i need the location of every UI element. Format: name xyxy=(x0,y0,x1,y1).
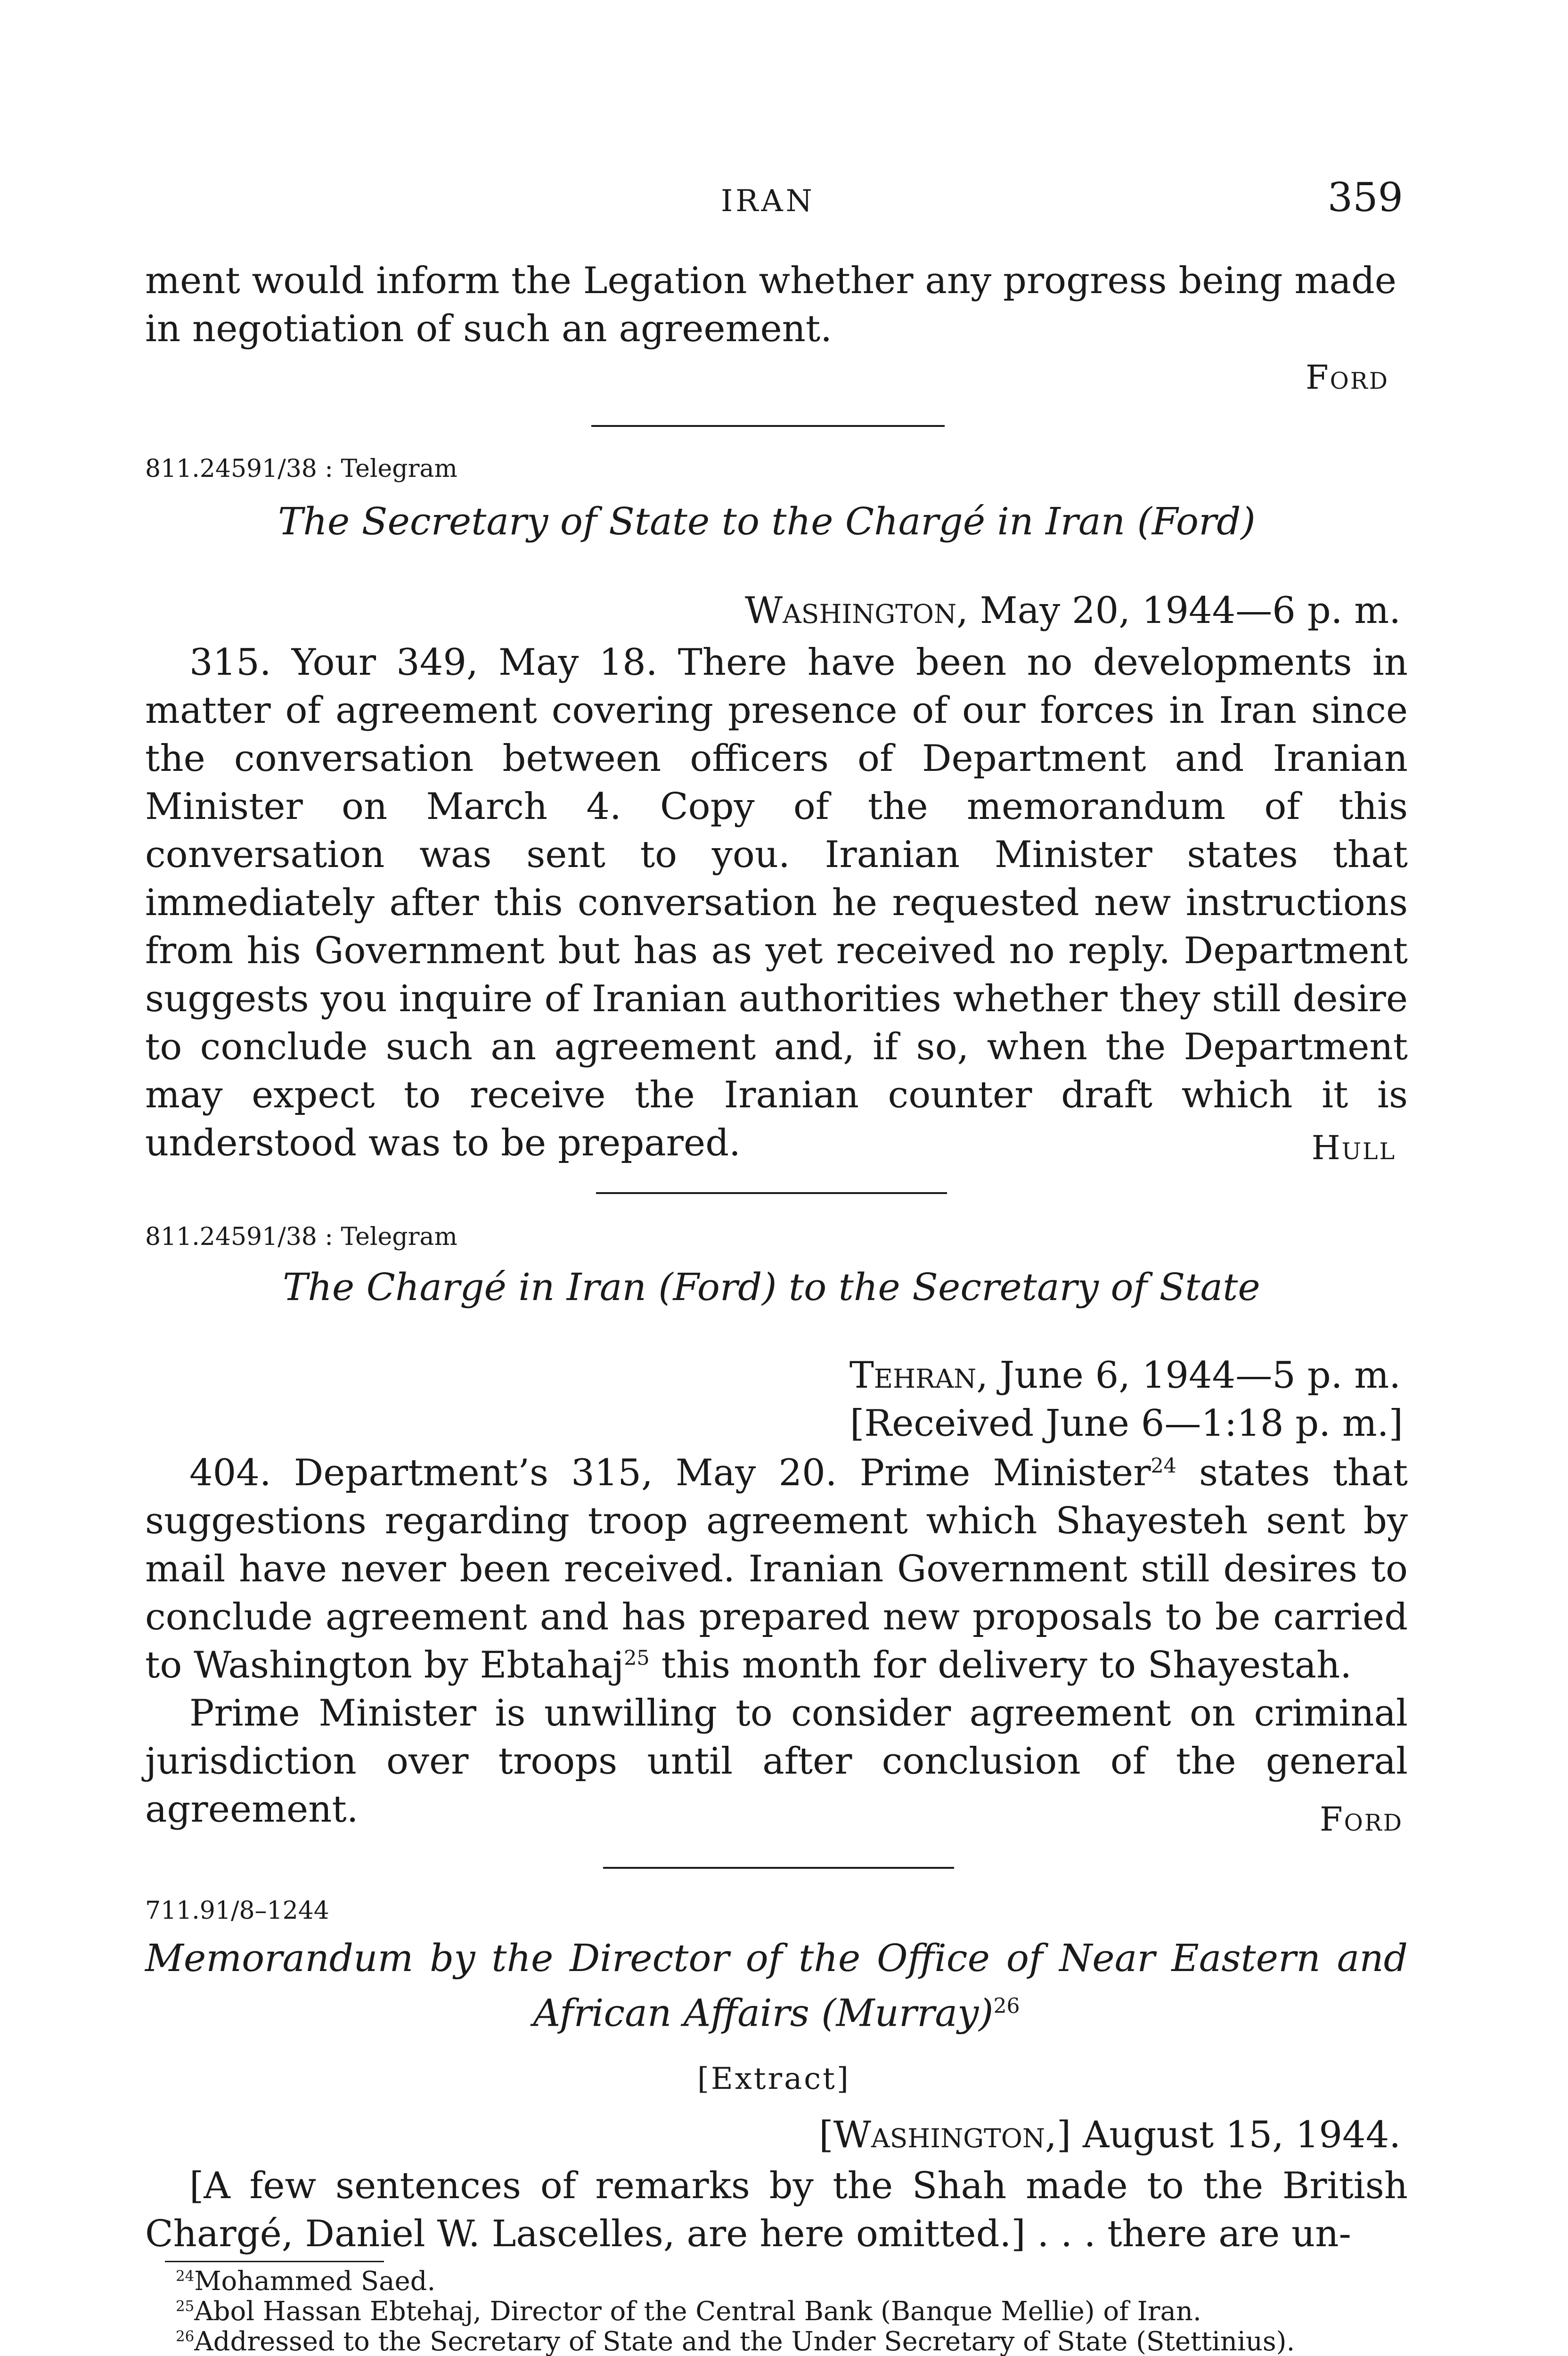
dateline xyxy=(849,1351,1401,1399)
file-reference: 811.24591/38 : Telegram xyxy=(145,455,457,483)
dateline-date: , June 6, 1944—5 p. m. xyxy=(976,1354,1401,1397)
footnote-number: 26 xyxy=(176,2328,195,2345)
file-reference: 811.24591/38 : Telegram xyxy=(145,1223,457,1251)
dateline-bracket: [ xyxy=(819,2114,833,2156)
footnote-text: Mohammed Saed. xyxy=(194,2266,436,2297)
footnote-ref: 24 xyxy=(1151,1454,1176,1478)
footnote-text: Addressed to the Secretary of State and the Under Secretary of State (Stettinius). xyxy=(194,2326,1295,2356)
signature-ford: Ford xyxy=(1320,1800,1403,1839)
document-body xyxy=(145,1449,1408,1833)
footnote-ref: 25 xyxy=(624,1646,650,1670)
dateline-place: Washington xyxy=(744,589,957,632)
dateline-date: ,] August 15, 1944. xyxy=(1045,2114,1401,2156)
file-reference: 711.91/8–1244 xyxy=(145,1897,329,1925)
running-title: IRAN xyxy=(721,184,815,219)
footnote-number: 25 xyxy=(176,2298,195,2315)
body-paragraph: Prime Minister is unwilling to consider agreement on criminal jurisdiction over troops until after conclusion of the general agreement. xyxy=(145,1692,1408,1831)
received-line: [Received June 6—1:18 p. m.] xyxy=(849,1402,1403,1445)
title-line xyxy=(145,1982,1408,2037)
footnote-number: 24 xyxy=(176,2267,195,2285)
para-text: 404. Department’s 315, May 20. Prime Minister xyxy=(189,1452,1151,1494)
body-paragraph xyxy=(145,1449,1408,1689)
footnote xyxy=(145,2266,1408,2297)
section-divider xyxy=(591,425,945,427)
title-line: Memorandum by the Director of the Office of Near Eastern and xyxy=(145,1936,1408,1980)
footnotes xyxy=(145,2266,1408,2356)
document-title xyxy=(145,1934,1408,2037)
section-divider xyxy=(603,1867,954,1869)
document-title: The Secretary of State to the Chargé in Iran (Ford) xyxy=(278,499,1256,543)
document-body xyxy=(145,2162,1408,2258)
dateline xyxy=(819,2111,1401,2159)
footnote-text: Abol Hassan Ebtehaj, Director of the Central Bank (Banque Mellie) of Iran. xyxy=(194,2296,1201,2327)
para-text: states that suggestions regarding troop agreement which Shayesteh sent by mail have never been received. Iranian Government still desires to conclude agreement and has prepared new proposals to be carried to Washington by Ebtahaj xyxy=(145,1452,1408,1686)
continuation-line: ment would inform the Legation whether any progress being made xyxy=(145,260,1396,302)
continuation-line: in negotiation of such an agreement. xyxy=(145,308,833,350)
para-text: this month for delivery to Shayestah. xyxy=(649,1644,1352,1686)
extract-label: [Extract] xyxy=(697,2062,850,2096)
signature-ford: Ford xyxy=(1306,358,1389,397)
footnote xyxy=(145,2327,1408,2356)
footnote-rule xyxy=(165,2261,384,2262)
body-paragraph: [A few sentences of remarks by the Shah made to the British Chargé, Daniel W. Lascelles, are here omitted.] . . . there are un- xyxy=(145,2165,1408,2255)
dateline-place: Tehran xyxy=(849,1354,977,1397)
section-divider xyxy=(596,1192,947,1194)
page-number: 359 xyxy=(1327,174,1403,221)
document-title: The Chargé in Iran (Ford) to the Secretary of State xyxy=(283,1265,1260,1309)
footnote-ref: 26 xyxy=(993,1994,1020,2018)
dateline xyxy=(745,587,1401,635)
dateline-place: Washington xyxy=(833,2114,1045,2156)
footnote xyxy=(145,2297,1408,2327)
dateline-date: , May 20, 1944—6 p. m. xyxy=(956,589,1401,632)
signature-hull: Hull xyxy=(1311,1129,1396,1167)
title-text: African Affairs (Murray) xyxy=(533,1991,994,2035)
document-body xyxy=(145,638,1408,1167)
body-paragraph: 315. Your 349, May 18. There have been no developments in matter of agreement covering presence of our forces in Iran since the conversation between officers of Department and Iranian Minister on March 4. Copy of the memorandum of this conversation was sent to you. Iranian Minister states that immediately after this conversation he requested new instructions from his Government but has as yet received no reply. Department suggests you inquire of Iranian authorities whether they still desire to conclude such an agreement and, if so, when the Department may expect to receive the Iranian counter draft which it is understood was to be prepared. xyxy=(145,641,1408,1164)
continuation-text xyxy=(145,257,1408,353)
